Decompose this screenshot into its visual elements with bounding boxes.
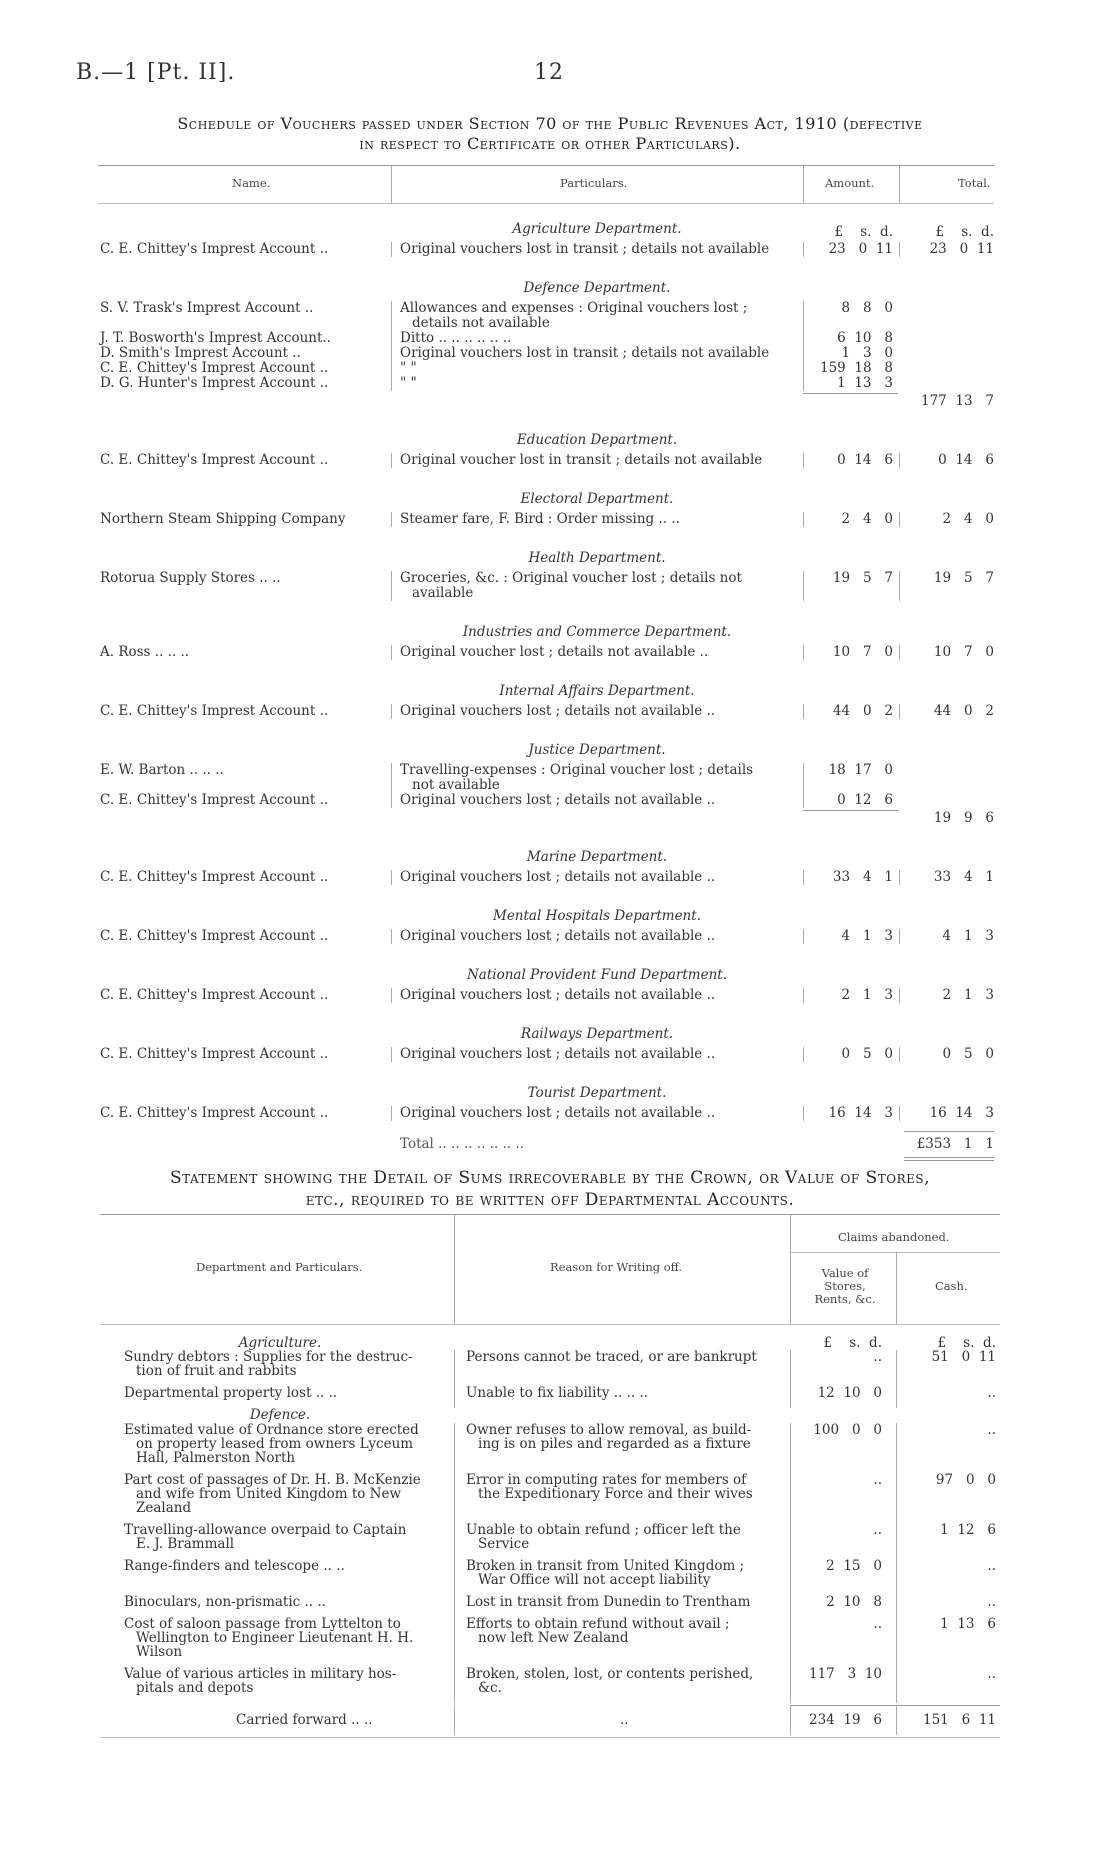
- column-divider: [391, 929, 392, 944]
- cash-amount: ..: [987, 1558, 996, 1574]
- column-divider: [391, 763, 392, 808]
- reason-line: &c.: [478, 1680, 502, 1696]
- value-amount: 100 0 0: [813, 1422, 882, 1438]
- voucher-particulars: Original vouchers lost ; details not available ..: [400, 1105, 716, 1121]
- amount-currency-header: £ s. d.: [834, 224, 893, 240]
- department-heading: Electoral Department.: [520, 491, 674, 507]
- voucher-particulars: Original vouchers lost ; details not available ..: [400, 869, 716, 885]
- col-header-value-1: Value of: [821, 1266, 869, 1280]
- column-divider: [803, 301, 804, 391]
- particulars-line: E. J. Brammall: [136, 1536, 235, 1552]
- voucher-amount: 159 18 8: [820, 360, 893, 376]
- particulars-line: Hall, Palmerston North: [136, 1450, 296, 1466]
- department-heading: Health Department.: [528, 550, 666, 566]
- column-divider: [391, 870, 392, 885]
- voucher-name: Northern Steam Shipping Company: [100, 511, 346, 527]
- voucher-amount: 0 14 6: [837, 452, 893, 468]
- particulars-line: Range-finders and telescope .. ..: [124, 1558, 345, 1574]
- value-currency-header: £ s. d.: [823, 1335, 882, 1351]
- voucher-amount: 0 5 0: [841, 1046, 893, 1062]
- value-amount: 2 10 8: [826, 1594, 882, 1610]
- voucher-total: 2 1 3: [942, 987, 994, 1003]
- column-divider: [790, 1667, 791, 1703]
- particulars-line: Part cost of passages of Dr. H. B. McKenzie: [124, 1472, 421, 1488]
- voucher-amount: 18 17 0: [828, 762, 893, 778]
- statement-title-line-2: etc., required to be written off Departmental Accounts.: [305, 1190, 795, 1210]
- cash-currency-header: £ s. d.: [937, 1335, 996, 1351]
- column-divider: [790, 1386, 791, 1408]
- column-divider: [803, 1047, 804, 1062]
- department-heading: Agriculture.: [238, 1335, 322, 1351]
- particulars-line: Departmental property lost .. ..: [124, 1385, 338, 1401]
- reason-line: Service: [478, 1536, 530, 1552]
- voucher-total: 4 1 3: [942, 928, 994, 944]
- column-divider: [803, 645, 804, 660]
- voucher-name: C. E. Chittey's Imprest Account ..: [100, 928, 329, 944]
- column-divider: [899, 645, 900, 660]
- department-heading: Industries and Commerce Department.: [462, 624, 732, 640]
- column-divider: [803, 870, 804, 885]
- voucher-particulars-cont: not available: [412, 777, 500, 793]
- column-divider: [899, 512, 900, 527]
- voucher-amount: 1 13 3: [837, 375, 893, 391]
- column-divider: [391, 512, 392, 527]
- column-divider: [391, 571, 392, 601]
- column-divider: [896, 1350, 897, 1386]
- voucher-particulars: Original voucher lost ; details not available ..: [400, 644, 709, 660]
- voucher-name: C. E. Chittey's Imprest Account ..: [100, 869, 329, 885]
- particulars-line: Zealand: [136, 1500, 192, 1516]
- total-currency-header: £ s. d.: [935, 224, 994, 240]
- voucher-amount: 4 1 3: [841, 928, 893, 944]
- column-divider: [454, 1386, 455, 1408]
- department-heading: Internal Affairs Department.: [499, 683, 695, 699]
- col-header-amount: Amount.: [825, 176, 875, 190]
- particulars-line: Value of various articles in military hos-: [124, 1666, 397, 1682]
- column-divider: [391, 301, 392, 391]
- reason-line: ing is on piles and regarded as a fixture: [478, 1436, 751, 1452]
- column-divider: [899, 870, 900, 885]
- voucher-name: A. Ross .. .. ..: [100, 644, 190, 660]
- column-divider: [790, 1559, 791, 1595]
- voucher-total: 44 0 2: [933, 703, 994, 719]
- voucher-amount: 16 14 3: [828, 1105, 893, 1121]
- department-heading: Defence Department.: [523, 280, 671, 296]
- column-divider: [454, 1595, 455, 1617]
- voucher-particulars: Original vouchers lost ; details not available ..: [400, 703, 716, 719]
- column-divider: [454, 1559, 455, 1595]
- reason-line: Broken, stolen, lost, or contents perished,: [466, 1666, 754, 1682]
- voucher-amount: 44 0 2: [832, 703, 893, 719]
- particulars-line: pitals and depots: [136, 1680, 254, 1696]
- reason-line: Persons cannot be traced, or are bankrupt: [466, 1349, 757, 1365]
- voucher-total: 16 14 3: [929, 1105, 994, 1121]
- column-divider: [899, 1106, 900, 1121]
- column-divider: [391, 453, 392, 468]
- department-heading: National Provident Fund Department.: [466, 967, 727, 983]
- voucher-name: S. V. Trask's Imprest Account ..: [100, 300, 314, 316]
- voucher-particulars: Groceries, &c. : Original voucher lost ; details not: [400, 570, 742, 586]
- total-label: Total .. .. .. .. .. .. ..: [400, 1136, 524, 1152]
- voucher-total: 19 9 6: [933, 810, 994, 826]
- cash-amount: 97 0 0: [935, 1472, 996, 1488]
- cash-amount: ..: [987, 1666, 996, 1682]
- col-header-cash: Cash.: [935, 1279, 968, 1293]
- particulars-line: Wellington to Engineer Lieutenant H. H.: [136, 1630, 414, 1646]
- voucher-particulars: " ": [400, 360, 417, 376]
- voucher-name: Rotorua Supply Stores .. ..: [100, 570, 281, 586]
- column-divider: [391, 645, 392, 660]
- column-divider: [896, 1559, 897, 1595]
- carried-forward-label: Carried forward .. ..: [236, 1712, 373, 1728]
- value-amount: 2 15 0: [826, 1558, 882, 1574]
- voucher-name: C. E. Chittey's Imprest Account ..: [100, 792, 329, 808]
- voucher-name: E. W. Barton .. .. ..: [100, 762, 224, 778]
- cash-amount: ..: [987, 1594, 996, 1610]
- reason-line: Broken in transit from United Kingdom ;: [466, 1558, 745, 1574]
- reason-line: Owner refuses to allow removal, as build-: [466, 1422, 752, 1438]
- voucher-total: 10 7 0: [933, 644, 994, 660]
- column-divider: [896, 1617, 897, 1667]
- column-divider: [899, 988, 900, 1003]
- value-amount: ..: [873, 1616, 882, 1632]
- voucher-amount: 23 0 11: [828, 241, 893, 257]
- column-divider: [896, 1386, 897, 1408]
- col-header-reason: Reason for Writing off.: [550, 1260, 683, 1274]
- column-divider: [896, 1523, 897, 1559]
- cash-amount: 51 0 11: [931, 1349, 996, 1365]
- value-amount: ..: [873, 1472, 882, 1488]
- voucher-name: C. E. Chittey's Imprest Account ..: [100, 1046, 329, 1062]
- voucher-particulars: Steamer fare, F. Bird : Order missing .. ..: [400, 511, 680, 527]
- department-heading: Justice Department.: [528, 742, 666, 758]
- cash-amount: ..: [987, 1422, 996, 1438]
- total-rule-bottom-2: [904, 1160, 994, 1161]
- schedule-title-line-2: in respect to Certificate or other Particulars).: [359, 134, 741, 153]
- department-heading: Railways Department.: [520, 1026, 674, 1042]
- col-header-claims: Claims abandoned.: [838, 1230, 950, 1244]
- department-heading: Marine Department.: [526, 849, 668, 865]
- column-divider: [803, 763, 804, 808]
- statement-title-line-1: Statement showing the Detail of Sums irrecoverable by the Crown, or Value of Stores,: [169, 1168, 931, 1188]
- column-divider: [790, 1595, 791, 1617]
- column-divider: [803, 571, 804, 601]
- column-divider: [899, 571, 900, 601]
- column-divider: [454, 1705, 455, 1735]
- voucher-particulars: Original vouchers lost ; details not available ..: [400, 928, 716, 944]
- column-divider: [896, 1473, 897, 1523]
- department-heading: Agriculture Department.: [512, 221, 682, 237]
- column-divider: [803, 929, 804, 944]
- voucher-particulars-cont: details not available: [412, 315, 550, 331]
- voucher-total: 0 5 0: [942, 1046, 994, 1062]
- document-reference: B.—1 [Pt. II].: [76, 60, 236, 85]
- particulars-line: Binoculars, non-prismatic .. ..: [124, 1594, 326, 1610]
- voucher-particulars: Original voucher lost in transit ; details not available: [400, 452, 763, 468]
- column-divider: [790, 1617, 791, 1667]
- column-divider: [391, 704, 392, 719]
- voucher-amount: 6 10 8: [837, 330, 893, 346]
- voucher-particulars: Travelling-expenses : Original voucher lost ; details: [400, 762, 754, 778]
- column-divider: [803, 242, 804, 257]
- reason-line: Unable to fix liability .. .. ..: [466, 1385, 649, 1401]
- column-divider: [896, 1423, 897, 1473]
- voucher-name: C. E. Chittey's Imprest Account ..: [100, 452, 329, 468]
- voucher-name: D. G. Hunter's Imprest Account ..: [100, 375, 329, 391]
- voucher-amount: 33 4 1: [832, 869, 893, 885]
- column-divider: [899, 453, 900, 468]
- column-divider: [790, 1473, 791, 1523]
- carried-forward-value: 234 19 6: [809, 1712, 882, 1728]
- value-amount: 12 10 0: [817, 1385, 882, 1401]
- voucher-particulars-cont: available: [412, 585, 474, 601]
- voucher-amount: 2 1 3: [841, 987, 893, 1003]
- reason-line: now left New Zealand: [478, 1630, 629, 1646]
- reason-line: Lost in transit from Dunedin to Trentham: [466, 1594, 751, 1610]
- department-heading: Defence.: [249, 1407, 311, 1423]
- voucher-amount: 0 12 6: [837, 792, 893, 808]
- column-divider: [803, 453, 804, 468]
- column-divider: [899, 704, 900, 719]
- column-divider: [454, 1423, 455, 1473]
- column-divider: [454, 1523, 455, 1559]
- particulars-line: and wife from United Kingdom to New: [136, 1486, 402, 1502]
- reason-line: the Expeditionary Force and their wives: [478, 1486, 753, 1502]
- voucher-particulars: Original vouchers lost in transit ; details not available: [400, 345, 770, 361]
- voucher-name: C. E. Chittey's Imprest Account ..: [100, 987, 329, 1003]
- cash-amount: ..: [987, 1385, 996, 1401]
- voucher-particulars: Allowances and expenses : Original vouchers lost ;: [400, 300, 748, 316]
- column-divider: [899, 929, 900, 944]
- total-rule-bottom: [904, 1157, 994, 1158]
- col-header-value-2: Stores,: [824, 1279, 866, 1293]
- schedule-title-line-1: Schedule of Vouchers passed under Section 70 of the Public Revenues Act, 1910 (defective: [177, 114, 923, 133]
- particulars-line: Cost of saloon passage from Lyttelton to: [124, 1616, 401, 1632]
- col-header-dept: Department and Particulars.: [196, 1260, 363, 1274]
- value-amount: ..: [873, 1522, 882, 1538]
- bottom-rule: [100, 1737, 1000, 1738]
- voucher-total: 0 14 6: [938, 452, 994, 468]
- voucher-particulars: Original vouchers lost ; details not available ..: [400, 987, 716, 1003]
- value-amount: 117 3 10: [809, 1666, 882, 1682]
- particulars-line: tion of fruit and rabbits: [136, 1363, 297, 1379]
- cash-amount: 1 13 6: [940, 1616, 996, 1632]
- voucher-total: 19 5 7: [933, 570, 994, 586]
- voucher-name: D. Smith's Imprest Account ..: [100, 345, 301, 361]
- particulars-line: on property leased from owners Lyceum: [136, 1436, 414, 1452]
- voucher-total: 177 13 7: [921, 393, 994, 409]
- voucher-name: C. E. Chittey's Imprest Account ..: [100, 360, 329, 376]
- voucher-particulars: Original vouchers lost in transit ; details not available: [400, 241, 770, 257]
- column-divider: [454, 1473, 455, 1523]
- total-rule-top: [904, 1131, 994, 1132]
- voucher-amount: 8 8 0: [841, 300, 893, 316]
- department-heading: Mental Hospitals Department.: [493, 908, 701, 924]
- voucher-particulars: Original vouchers lost ; details not available ..: [400, 1046, 716, 1062]
- voucher-particulars: Ditto .. .. .. .. .. ..: [400, 330, 512, 346]
- column-divider: [899, 1047, 900, 1062]
- voucher-amount: 19 5 7: [832, 570, 893, 586]
- voucher-amount: 10 7 0: [832, 644, 893, 660]
- voucher-name: C. E. Chittey's Imprest Account ..: [100, 241, 329, 257]
- column-divider: [803, 512, 804, 527]
- carried-rule: [790, 1705, 1000, 1706]
- value-amount: ..: [873, 1349, 882, 1365]
- col-header-total: Total.: [958, 176, 991, 190]
- voucher-name: C. E. Chittey's Imprest Account ..: [100, 1105, 329, 1121]
- col-header-value-3: Rents, &c.: [814, 1292, 876, 1306]
- reason-line: Efforts to obtain refund without avail ;: [466, 1616, 730, 1632]
- column-divider: [391, 1106, 392, 1121]
- voucher-total: 2 4 0: [942, 511, 994, 527]
- reason-line: War Office will not accept liability: [478, 1572, 711, 1588]
- voucher-amount: 1 3 0: [841, 345, 893, 361]
- column-divider: [899, 242, 900, 257]
- column-divider: [896, 1667, 897, 1703]
- cash-amount: 1 12 6: [940, 1522, 996, 1538]
- column-divider: [790, 1705, 791, 1735]
- column-divider: [391, 242, 392, 257]
- subtotal-rule: [803, 810, 898, 811]
- page-number: 12: [534, 60, 564, 85]
- column-divider: [790, 1350, 791, 1386]
- voucher-name: J. T. Bosworth's Imprest Account..: [100, 330, 331, 346]
- department-heading: Tourist Department.: [527, 1085, 667, 1101]
- department-heading: Education Department.: [516, 432, 678, 448]
- column-divider: [896, 1705, 897, 1735]
- particulars-line: Estimated value of Ordnance store erected: [124, 1422, 419, 1438]
- column-divider: [803, 1106, 804, 1121]
- reason-line: Unable to obtain refund ; officer left the: [466, 1522, 741, 1538]
- voucher-total: 23 0 11: [929, 241, 994, 257]
- carried-forward-reason: ..: [620, 1712, 629, 1728]
- column-divider: [454, 1350, 455, 1386]
- particulars-line: Wilson: [136, 1644, 183, 1660]
- column-divider: [790, 1523, 791, 1559]
- col-header-particulars: Particulars.: [560, 176, 628, 190]
- voucher-particulars: " ": [400, 375, 417, 391]
- column-divider: [391, 1047, 392, 1062]
- voucher-particulars: Original vouchers lost ; details not available ..: [400, 792, 716, 808]
- column-divider: [391, 988, 392, 1003]
- column-divider: [454, 1667, 455, 1703]
- grand-total: £353 1 1: [916, 1136, 994, 1152]
- voucher-amount: 2 4 0: [841, 511, 893, 527]
- col-header-name: Name.: [232, 176, 271, 190]
- particulars-line: Travelling-allowance overpaid to Captain: [124, 1522, 407, 1538]
- column-divider: [454, 1617, 455, 1667]
- column-divider: [790, 1423, 791, 1473]
- column-divider: [896, 1595, 897, 1617]
- column-divider: [803, 988, 804, 1003]
- column-divider: [803, 704, 804, 719]
- voucher-total: 33 4 1: [933, 869, 994, 885]
- carried-forward-cash: 151 6 11: [923, 1712, 996, 1728]
- subtotal-rule: [803, 393, 898, 394]
- voucher-name: C. E. Chittey's Imprest Account ..: [100, 703, 329, 719]
- particulars-line: Sundry debtors : Supplies for the destruc-: [124, 1349, 413, 1365]
- reason-line: Error in computing rates for members of: [466, 1472, 747, 1488]
